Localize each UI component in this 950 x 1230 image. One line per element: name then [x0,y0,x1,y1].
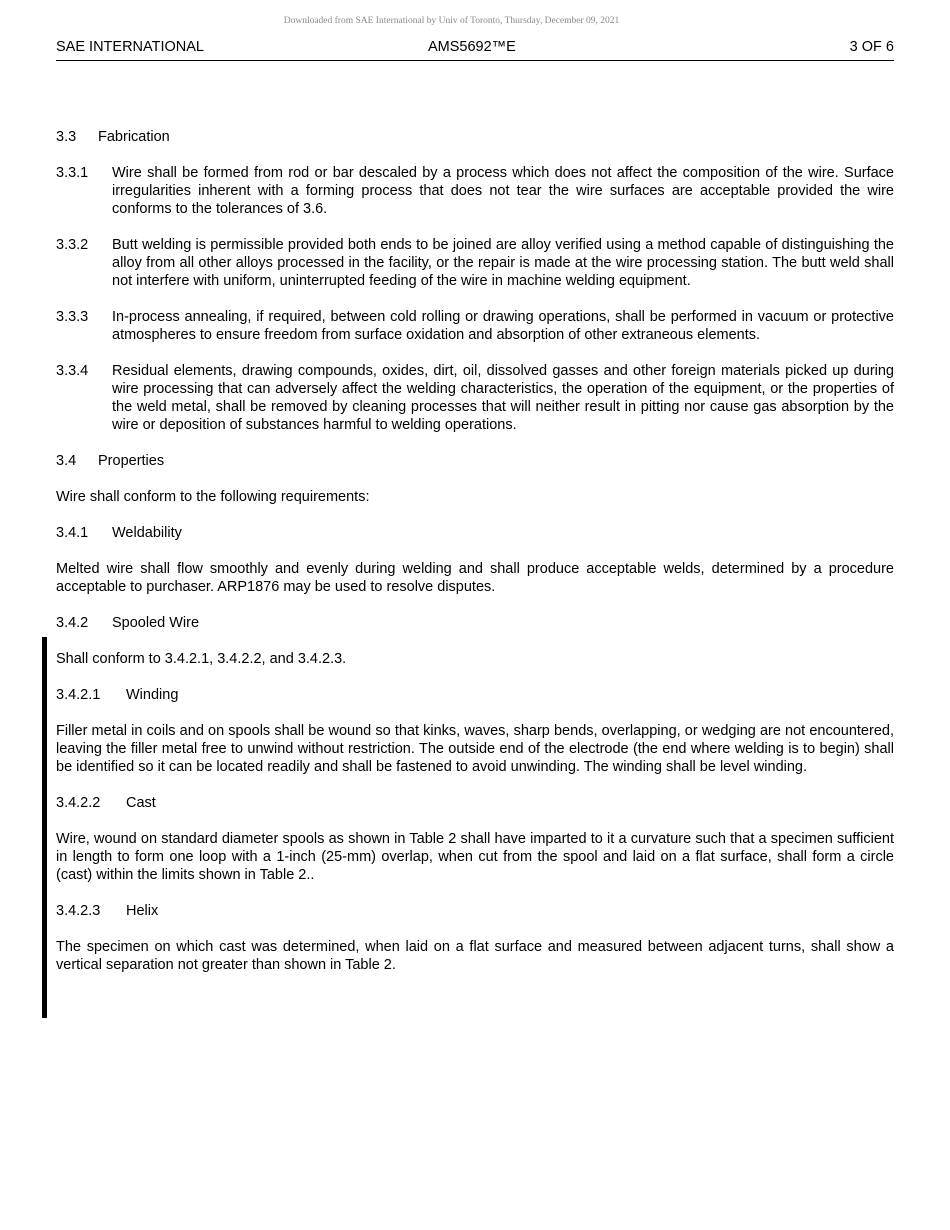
section-text-3-4-2-3: The specimen on which cast was determined, when laid on a flat surface and measured between adjacent turns, shall show a vertical separation not greater than shown in Table 2. [56,939,894,973]
section-number: 3.4.2 [56,615,89,631]
paragraph-number: 3.3.3 [56,309,89,325]
section-number: 3.3 [56,129,77,145]
header-document-number: AMS5692™E [428,39,516,55]
section-title: Properties [98,453,165,469]
section-title: Weldability [112,525,182,541]
section-heading-3-4-2-3 [56,902,894,920]
paragraph-3-3-3 [56,308,894,344]
header-page-number: 3 OF 6 [849,39,894,55]
section-heading-3-4-1 [56,524,894,542]
section-heading-3-3 [56,128,894,146]
section-title: Fabrication [98,129,170,145]
section-heading-3-4-2-2 [56,794,894,812]
section-number: 3.4.2.2 [56,795,101,811]
page-header [56,38,894,61]
paragraph-3-3-4 [56,362,894,434]
paragraph-text: Butt welding is permissible provided both ends to be joined are alloy verified using a method capable of distinguishing the alloy from all other alloys processed in the facility, or the repair is made at the wire processing station. The butt weld shall not interfere with uniform, uninterrupted feeding of the wire in machine welding equipment. [112,237,894,289]
section-number: 3.4.1 [56,525,89,541]
paragraph-number: 3.3.4 [56,363,89,379]
download-watermark: Downloaded from SAE International by Univ of Toronto, Thursday, December 09, 2021 [283,16,620,26]
paragraph-text: Residual elements, drawing compounds, oxides, dirt, oil, dissolved gasses and other foreign materials picked up during wire processing that can adversely affect the welding characteristics, the operation of the equipment, or the properties of the weld metal, shall be removed by cleaning processes that will neither result in pitting nor cause gas absorption by the wire or deposition of substances harmful to welding operations. [112,363,894,433]
section-title: Cast [126,795,156,811]
section-number: 3.4.2.3 [56,903,101,919]
section-text-3-4-1: Melted wire shall flow smoothly and evenly during welding and shall produce acceptable welds, determined by a procedure acceptable to purchaser. ARP1876 may be used to resolve disputes. [56,561,894,595]
paragraph-text: Wire shall be formed from rod or bar descaled by a process which does not affect the composition of the wire. Surface irregularities inherent with a forming process that does not tear the wire surfaces are acceptable provided the wire conforms to the tolerances of 3.6. [112,165,894,217]
paragraph-text: In-process annealing, if required, between cold rolling or drawing operations, shall be performed in vacuum or protective atmospheres to ensure freedom from surface oxidation and absorption of other extraneous elements. [112,309,894,343]
paragraph-number: 3.3.2 [56,237,89,253]
section-heading-3-4-2 [56,614,894,632]
section-title: Winding [126,687,179,703]
paragraph-number: 3.3.1 [56,165,89,181]
section-number: 3.4 [56,453,77,469]
paragraph-3-3-1 [56,164,894,218]
section-heading-3-4 [56,452,894,470]
section-text-3-4: Wire shall conform to the following requirements: [56,489,370,505]
paragraph-3-3-2 [56,236,894,290]
section-number: 3.4.2.1 [56,687,101,703]
header-organization: SAE INTERNATIONAL [56,39,204,55]
section-heading-3-4-2-1 [56,686,894,704]
section-title: Helix [126,903,159,919]
section-title: Spooled Wire [112,615,200,631]
document-body [56,128,894,992]
section-text-3-4-2: Shall conform to 3.4.2.1, 3.4.2.2, and 3.4.2.3. [56,651,347,667]
revision-change-bar [42,637,47,1018]
section-text-3-4-2-1: Filler metal in coils and on spools shall be wound so that kinks, waves, sharp bends, overlapping, or wedging are not encountered, leaving the filler metal free to unwind without restriction. The outside end of the electrode (the end where welding is to begin) shall be identified so it can be located readily and shall be fastened to avoid unwinding. The winding shall be level winding. [56,723,894,775]
section-text-3-4-2-2: Wire, wound on standard diameter spools as shown in Table 2 shall have imparted to it a curvature such that a specimen sufficient in length to form one loop with a 1-inch (25-mm) overlap, when cut from the spool and laid on a flat surface, shall form a circle (cast) within the limits shown in Table 2.. [56,831,894,883]
